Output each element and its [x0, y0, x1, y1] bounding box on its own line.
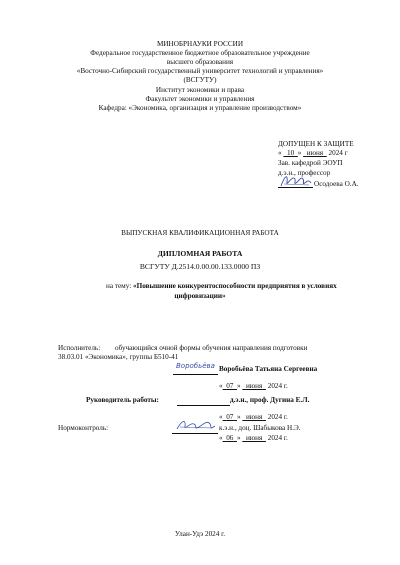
executor-date: « 07 » июня 2024 г. — [219, 382, 288, 390]
date-open-quote: « — [278, 149, 282, 157]
university-name: «Восточно-Сибирский государственный университет технологий и управления» — [76, 67, 324, 75]
normcontrol-day: 06 — [226, 434, 234, 442]
executor-signature: Воробьёва — [176, 362, 215, 370]
supervisor-month: июня — [245, 413, 263, 421]
department: Кафедра: «Экономика, организация и управление производством» — [98, 104, 302, 112]
approval-day: 10 — [286, 149, 295, 157]
faculty: Факультет экономики и управления — [145, 95, 255, 103]
topic-line — [106, 283, 337, 290]
executor-name: Воробьёва Татьяна Сергеевна — [219, 365, 318, 373]
document-code: ВСГУТУ Д.2514.0.00.00.133.0000 ПЗ — [139, 262, 261, 271]
education-level: высшего образования — [166, 58, 234, 66]
approval-title: ДОПУЩЕН К ЗАЩИТЕ — [278, 140, 354, 148]
executor-desc-line2: 38.03.01 «Экономика», группы Б510-41 — [58, 353, 179, 361]
approval-name: Осодоева О.А. — [314, 180, 359, 188]
work-type: ВЫПУСКНАЯ КВАЛИФИКАЦИОННАЯ РАБОТА — [121, 229, 279, 237]
supervisor-name: д.э.н., проф. Дугина Е.Л. — [230, 396, 310, 404]
university-abbr: (ВСГУТУ) — [183, 76, 217, 84]
topic-title-line2: цифровизации» — [174, 292, 226, 300]
normcontrol-signature-line — [172, 433, 218, 434]
approval-date — [278, 150, 348, 157]
normcontrol-label: Нормоконтроль: — [58, 424, 109, 432]
executor-year: 2024 г. — [267, 382, 288, 390]
date-close-quote: » — [297, 149, 302, 157]
approval-position: Зав. кафедрой ЭОУП — [278, 159, 343, 167]
executor-desc-line1: обучающийся очной формы обучения направления подготовки — [115, 344, 308, 352]
approval-month: июня — [306, 149, 324, 157]
supervisor-signature-line — [177, 405, 230, 406]
supervisor-year: 2024 г. — [267, 413, 288, 421]
topic-prefix: на тему: — [106, 282, 132, 290]
normcontrol-date: « 06 » июня 2024 г. — [219, 434, 288, 442]
normcontrol-signature — [174, 417, 218, 433]
normcontrol-name: к.э.н., доц. Шабыкова Н.Э. — [219, 424, 301, 432]
work-kind: ДИПЛОМНАЯ РАБОТА — [157, 249, 243, 258]
supervisor-day: 07 — [226, 413, 234, 421]
institution-type: Федеральное государственное бюджетное образовательное учреждение — [90, 49, 310, 57]
executor-signature-line — [173, 374, 218, 375]
normcontrol-month: июня — [245, 434, 263, 442]
city-year: Улан-Удэ 2024 г. — [174, 530, 226, 538]
approval-degree: д.э.н., профессор — [278, 169, 331, 177]
supervisor-label: Руководитель работы: — [86, 396, 159, 404]
topic-title-line1: «Повышение конкурентоспособности предприятия в условиях — [133, 282, 337, 290]
institute: Институт экономики и права — [155, 86, 245, 94]
executor-label: Исполнитель: — [58, 344, 101, 352]
executor-month: июня — [245, 382, 263, 390]
executor-day: 07 — [226, 382, 234, 390]
approval-year: 2024 г — [328, 149, 348, 157]
approval-signature — [279, 173, 313, 189]
normcontrol-year: 2024 г. — [267, 434, 288, 442]
ministry: МИНОБРНАУКИ РОССИИ — [156, 40, 244, 48]
supervisor-date: « 07 » июня 2024 г. — [219, 413, 288, 421]
